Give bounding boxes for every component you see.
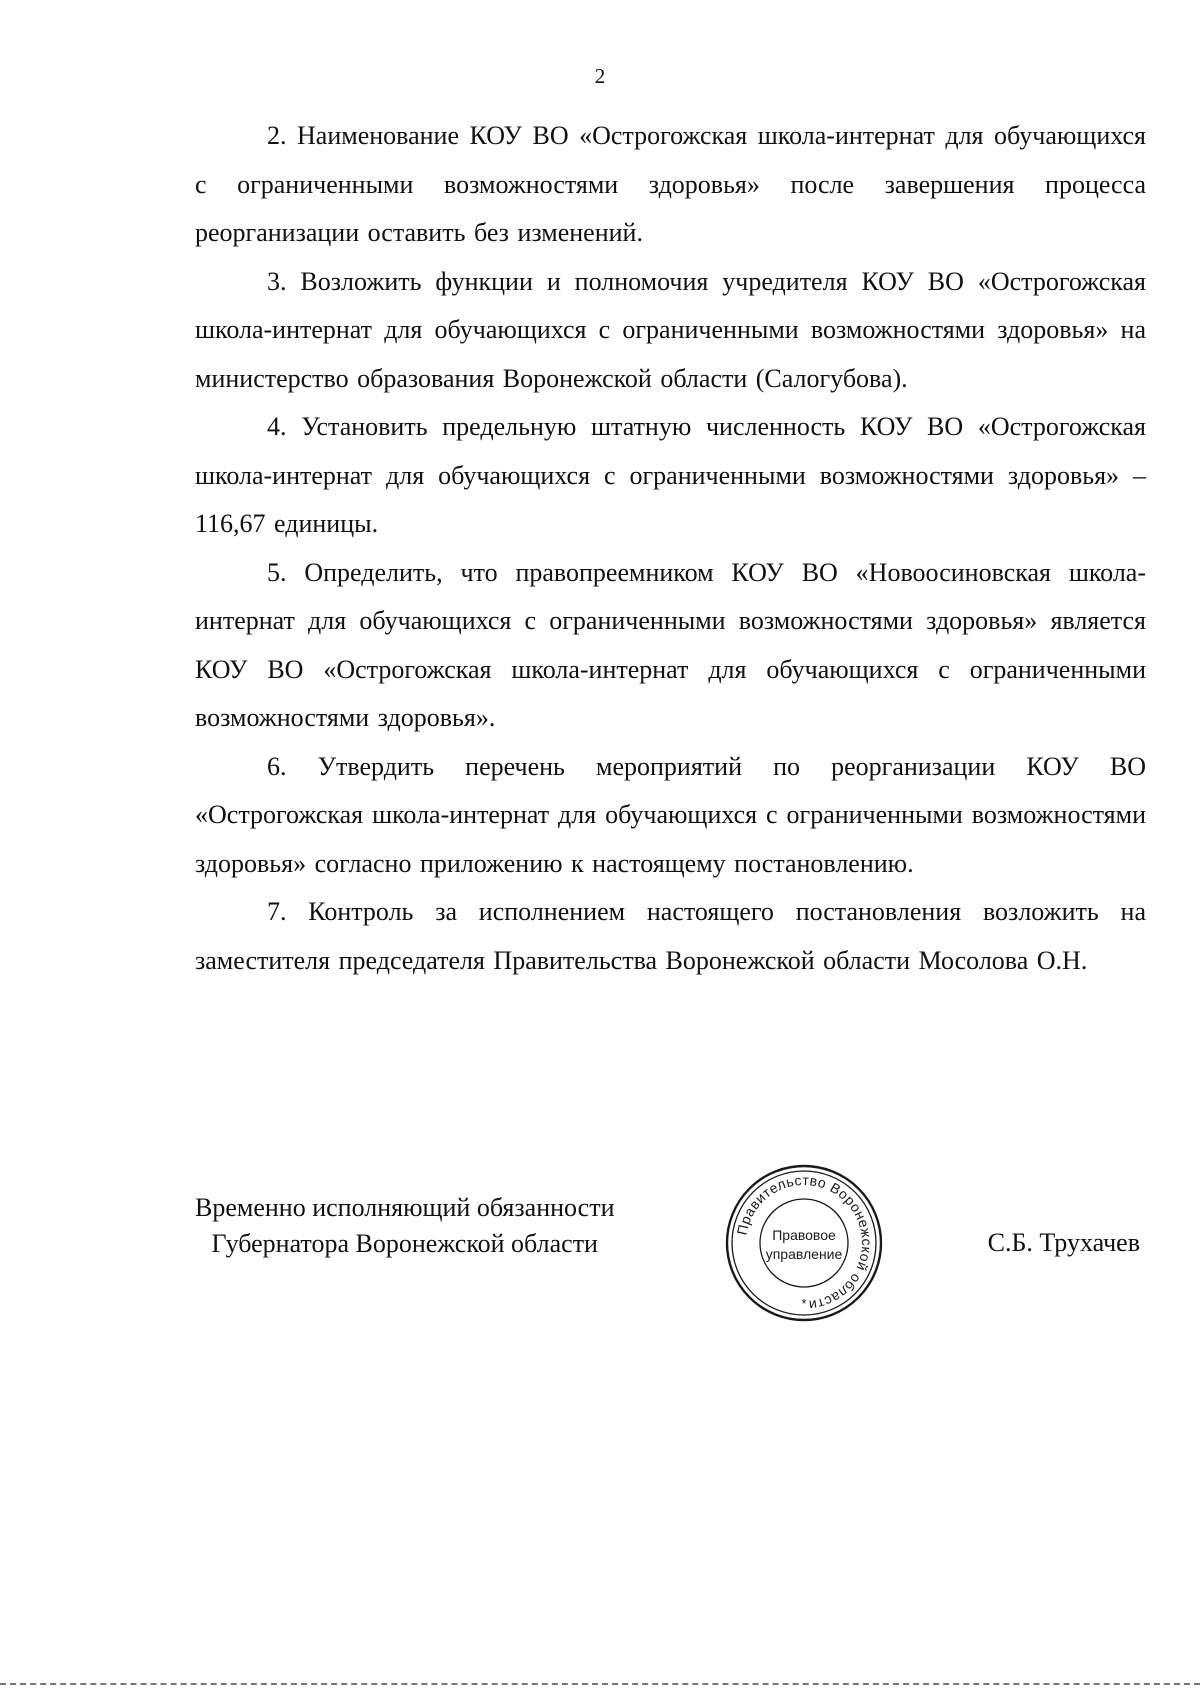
stamp-second-ring xyxy=(732,1171,876,1315)
document-body xyxy=(195,112,1146,985)
stamp-ring-text: Правительство Воронежской области xyxy=(733,1171,876,1314)
paragraph-7: 7. Контроль за исполнением настоящего постановления возложить на заместителя председателя Правительства Воронежской области Мосолова О.Н. xyxy=(195,897,1146,975)
paragraph-6: 6. Утвердить перечень мероприятий по реорганизации КОУ ВО «Острогожская школа-интернат для обучающихся с ограниченными возможностями здоровья» согласно приложению к настоящему постановлению. xyxy=(195,751,1146,878)
stamp-inner-ring xyxy=(760,1199,848,1287)
paragraph-4: 4. Установить предельную штатную численность КОУ ВО «Острогожская школа-интернат для обучающихся с ограниченными возможностями здоровья» – 116,67 единицы. xyxy=(195,412,1146,538)
stamp-center-line-1: Правовое xyxy=(772,1227,836,1243)
official-seal-stamp xyxy=(723,1162,885,1324)
signatory-position-line-1: Временно исполняющий обязанности xyxy=(195,1193,615,1222)
paragraph-5: 5. Определить, что правопреемником КОУ ВО «Новоосиновская школа-интернат для обучающихся с ограниченными возможностями здоровья» является КОУ ВО «Острогожская школа-интернат для обучающихся с ограниченными возможностями здоровья». xyxy=(195,557,1146,732)
signature-block xyxy=(195,1171,1146,1340)
page-bottom-edge xyxy=(0,1683,1200,1685)
signatory-name: С.Б. Трухачев xyxy=(987,1228,1140,1257)
paragraph-3: 3. Возложить функции и полномочия учредителя КОУ ВО «Острогожская школа-интернат для обучающихся с ограниченными возможностями здоровья» на министерство образования Воронежской области (Салогубова). xyxy=(195,266,1146,393)
stamp-star: * xyxy=(801,1296,807,1311)
paragraph-2: 2. Наименование КОУ ВО «Острогожская школа-интернат для обучающихся с ограниченными возможностями здоровья» после завершения процесса реорганизации оставить без изменений. xyxy=(195,121,1146,247)
signatory-position-line-2: Губернатора Воронежской области xyxy=(211,1229,598,1258)
signatory-position xyxy=(195,1190,615,1262)
stamp-center-line-2: управление xyxy=(765,1246,843,1262)
page-number: 2 xyxy=(594,64,606,88)
